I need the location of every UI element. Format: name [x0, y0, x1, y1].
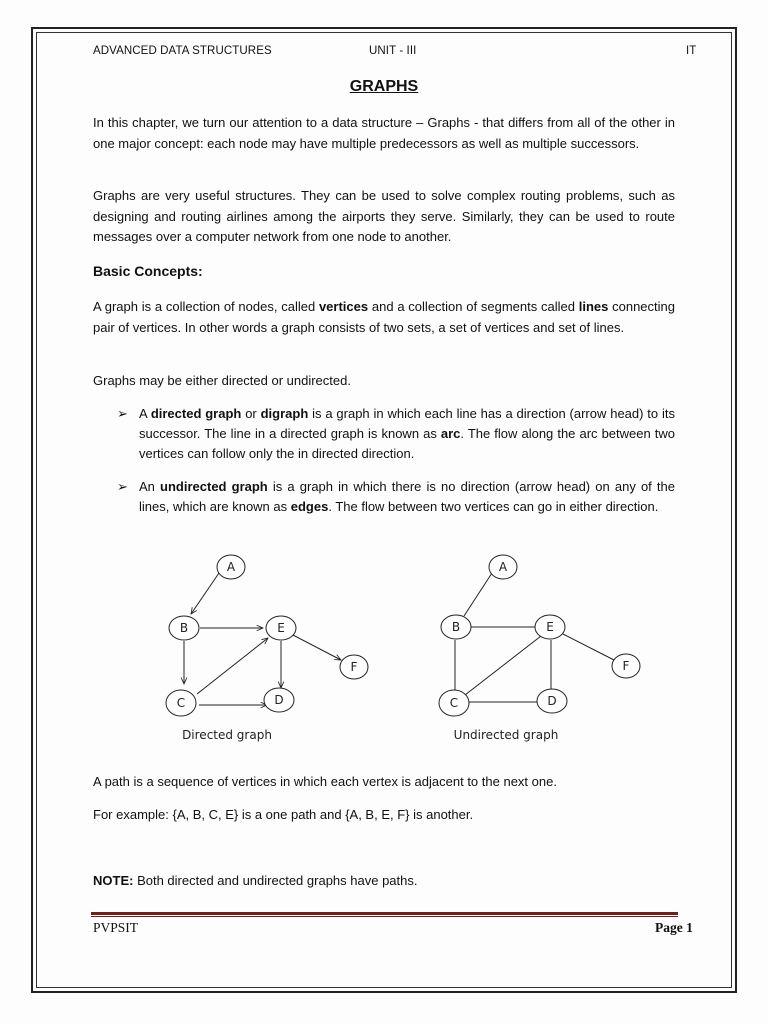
- header-unit: UNIT - III: [369, 45, 417, 57]
- directed-graph-caption: Directed graph: [182, 728, 272, 742]
- label-b: B: [451, 620, 461, 634]
- label-e: E: [277, 621, 285, 635]
- graph-types-line: Graphs may be either directed or undirected.: [93, 373, 351, 388]
- footer-page-number: Page 1: [655, 920, 693, 935]
- header-branch: IT: [686, 45, 697, 57]
- footer-rule-thick: [91, 912, 678, 915]
- page-title: GRAPHS: [349, 78, 419, 95]
- intro-paragraph-2: Graphs are very useful structures. They can be used to solve complex routing problems, such as designing and routing airlines among the airports they serve. Similarly, they can be used to route messages over a computer network from one node to another.: [93, 188, 675, 244]
- label-b: B: [179, 621, 189, 635]
- basic-concepts-heading: Basic Concepts:: [93, 263, 203, 279]
- header-course: ADVANCED DATA STRUCTURES: [93, 45, 272, 57]
- footer-rule-thin: [91, 916, 678, 917]
- path-definition: A path is a sequence of vertices in which each vertex is adjacent to the next one.: [93, 774, 557, 789]
- directed-graph-figure: [155, 550, 375, 750]
- path-example: For example: {A, B, C, E} is a one path and {A, B, E, F} is another.: [93, 807, 474, 822]
- label-f: F: [350, 660, 358, 674]
- label-a: A: [498, 560, 508, 574]
- note-line: NOTE: Both directed and undirected graphs have paths.: [93, 873, 418, 888]
- undirected-graph-bullet: An undirected graph is a graph in which there is no direction (arrow head) on any of the lines, which are known as edges. The flow between two vertices can go in either direction.: [139, 479, 676, 514]
- graph-definition: A graph is a collection of nodes, called vertices and a collection of segments called lines connecting pair of vertices. In other words a graph consists of two sets, a set of vertices and set of lines.: [93, 299, 675, 335]
- edge-a-b: [464, 573, 492, 616]
- arrow-bullet-icon: ➢: [117, 479, 128, 494]
- intro-paragraph-1: In this chapter, we turn our attention to a data structure – Graphs - that differs from all of the other in one major concept: each node may have multiple predecessors as well as multiple successors.: [93, 115, 675, 151]
- label-c: C: [176, 696, 186, 710]
- arc-e-f: [293, 635, 341, 660]
- footer-institution: PVPSIT: [93, 920, 139, 935]
- arc-a-b: [191, 573, 219, 614]
- edge-c-e: [465, 636, 541, 695]
- arc-c-e: [197, 638, 268, 694]
- directed-graph-bullet: A directed graph or digraph is a graph in which each line has a direction (arrow head) to its successor. The line in a directed graph is known as arc. The flow along the arc between two vertices can follow only the in directed direction.: [139, 406, 676, 461]
- label-d: D: [274, 693, 284, 707]
- label-c: C: [449, 696, 459, 710]
- label-e: E: [546, 620, 554, 634]
- undirected-graph-figure: [428, 550, 648, 750]
- edge-e-f: [563, 634, 614, 660]
- label-f: F: [622, 659, 630, 673]
- arrow-bullet-icon: ➢: [117, 406, 128, 421]
- label-a: A: [226, 560, 236, 574]
- label-d: D: [547, 694, 557, 708]
- undirected-graph-caption: Undirected graph: [453, 728, 559, 742]
